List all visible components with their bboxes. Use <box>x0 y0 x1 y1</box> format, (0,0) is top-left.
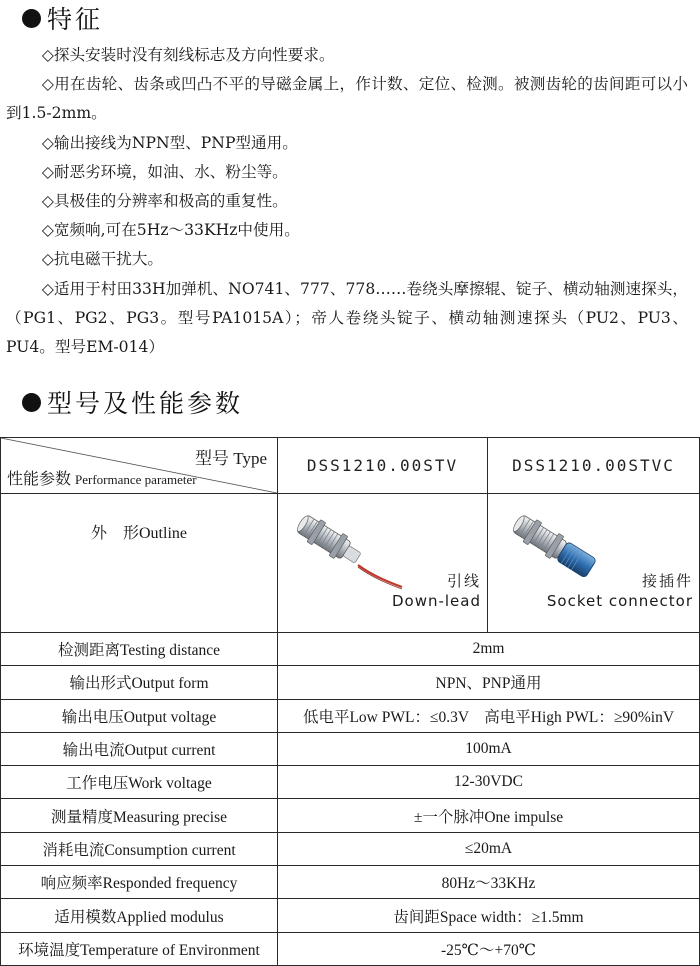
param-label-cn: 响应频率 <box>40 875 103 893</box>
performance-label-en: Performance parameter <box>75 472 197 487</box>
features-heading <box>22 0 103 36</box>
param-row-responded-frequency <box>1 866 700 899</box>
type-label-cn: 型号 <box>195 449 229 468</box>
outline-label-en: Outline <box>139 525 187 542</box>
param-value: NPN、PNP通用 <box>278 666 700 699</box>
param-row-temperature <box>1 932 700 965</box>
features-list <box>6 41 688 362</box>
model2-caption <box>547 571 693 611</box>
feature-item: ◇宽频响,可在5Hz～33KHz中使用。 <box>41 221 300 240</box>
param-value: ±一个脉冲One impulse <box>278 799 700 832</box>
param-label-cn: 输出电流 <box>62 742 125 760</box>
param-value: -25℃～+70℃ <box>278 932 700 965</box>
param-label <box>1 699 278 732</box>
param-label <box>1 799 278 832</box>
param-label-en: Consumption current <box>104 841 236 859</box>
param-label-cn: 适用模数 <box>54 908 117 926</box>
header-corner-cell <box>1 438 278 494</box>
specs-heading <box>22 384 243 420</box>
feature-item: ◇输出接线为NPN型、PNP型通用。 <box>41 133 298 152</box>
outline-label-cn: 外 形 <box>90 525 139 542</box>
outline-label <box>1 494 278 633</box>
bullet-dot-icon <box>22 393 41 412</box>
param-label <box>1 666 278 699</box>
param-row-consumption-current <box>1 832 700 865</box>
feature-item: ◇适用于村田33H加弹机、NO741、777、778……卷绕头摩擦辊、锭子、横动轴测速探头，（PG1、PG2、PG3。型号PA1015A）；帝人卷绕头锭子、横动轴测速探头（PU2、PU3、PU4。型号EM-014） <box>6 279 688 357</box>
spec-table <box>0 437 700 966</box>
feature-item: ◇探头安装时没有刻线标志及方向性要求。 <box>41 46 335 64</box>
table-header-row <box>1 438 700 494</box>
param-label <box>1 766 278 799</box>
param-label <box>1 866 278 899</box>
param-label-en: Output form <box>131 675 209 693</box>
param-label-cn: 工作电压 <box>66 775 129 793</box>
param-label-cn: 输出形式 <box>69 675 132 693</box>
param-label <box>1 633 278 666</box>
param-label-en: Testing distance <box>119 642 221 660</box>
feature-item: ◇抗电磁干扰大。 <box>41 250 164 269</box>
param-value: 12-30VDC <box>278 766 700 799</box>
param-value: 80Hz～33KHz <box>278 866 700 899</box>
param-label <box>1 932 278 965</box>
type-label <box>195 444 267 469</box>
bullet-dot-icon <box>22 9 41 28</box>
features-heading-text: 特征 <box>47 5 104 34</box>
sensor-down-lead-image <box>294 513 404 593</box>
model1-header: DSS1210.00STV <box>278 438 488 494</box>
param-label-en: Output voltage <box>123 708 217 726</box>
param-label <box>1 832 278 865</box>
param-label <box>1 899 278 932</box>
model1-caption-cn: 引线 <box>446 572 481 590</box>
param-label-cn: 环境温度 <box>18 941 81 959</box>
param-row-output-voltage <box>1 699 700 732</box>
performance-label-cn: 性能参数 <box>7 471 72 488</box>
param-row-measuring-precise <box>1 799 700 832</box>
type-label-en: Type <box>233 449 267 468</box>
param-row-testing-distance <box>1 633 700 666</box>
model2-header: DSS1210.00STVC <box>488 438 700 494</box>
param-label-cn: 测量精度 <box>50 808 113 826</box>
param-label-en: Responded frequency <box>102 875 238 893</box>
param-value: 100mA <box>278 732 700 765</box>
model2-caption-en: Socket connector <box>546 592 693 610</box>
param-label-en: Output current <box>124 742 216 760</box>
performance-label <box>7 466 197 489</box>
feature-item: ◇用在齿轮、齿条或凹凸不平的导磁金属上，作计数、定位、检测。被测齿轮的齿间距可以小到1.5-2mm。 <box>6 75 688 123</box>
param-label-en: Applied modulus <box>116 908 224 926</box>
param-row-work-voltage <box>1 766 700 799</box>
param-value: ≤20mA <box>278 832 700 865</box>
param-row-applied-modulus <box>1 899 700 932</box>
param-label-cn: 输出电压 <box>61 708 124 726</box>
param-value: 低电平Low PWL：≤0.3V 高电平High PWL：≥90%inV <box>278 699 700 732</box>
specs-heading-text: 型号及性能参数 <box>47 389 244 418</box>
param-label-en: Work voltage <box>128 775 212 793</box>
param-row-output-form <box>1 666 700 699</box>
outline-row <box>1 494 700 633</box>
param-label-en: Temperature of Environment <box>80 941 260 959</box>
param-value: 2mm <box>278 633 700 666</box>
feature-item: ◇具极佳的分辨率和极高的重复性。 <box>41 192 288 211</box>
param-label-cn: 检测距离 <box>57 642 120 660</box>
model1-caption <box>392 571 481 611</box>
model2-outline-cell <box>488 494 700 633</box>
model1-outline-cell <box>278 494 488 633</box>
param-label-en: Measuring precise <box>112 808 228 826</box>
param-label-cn: 消耗电流 <box>42 841 105 859</box>
diagonal-split <box>1 438 277 493</box>
model2-caption-cn: 接插件 <box>641 572 693 590</box>
param-label <box>1 732 278 765</box>
feature-item: ◇耐恶劣环境，如油、水、粉尘等。 <box>41 162 288 181</box>
model1-caption-en: Down-lead <box>391 592 481 610</box>
param-row-output-current <box>1 732 700 765</box>
param-value: 齿间距Space width：≥1.5mm <box>278 899 700 932</box>
